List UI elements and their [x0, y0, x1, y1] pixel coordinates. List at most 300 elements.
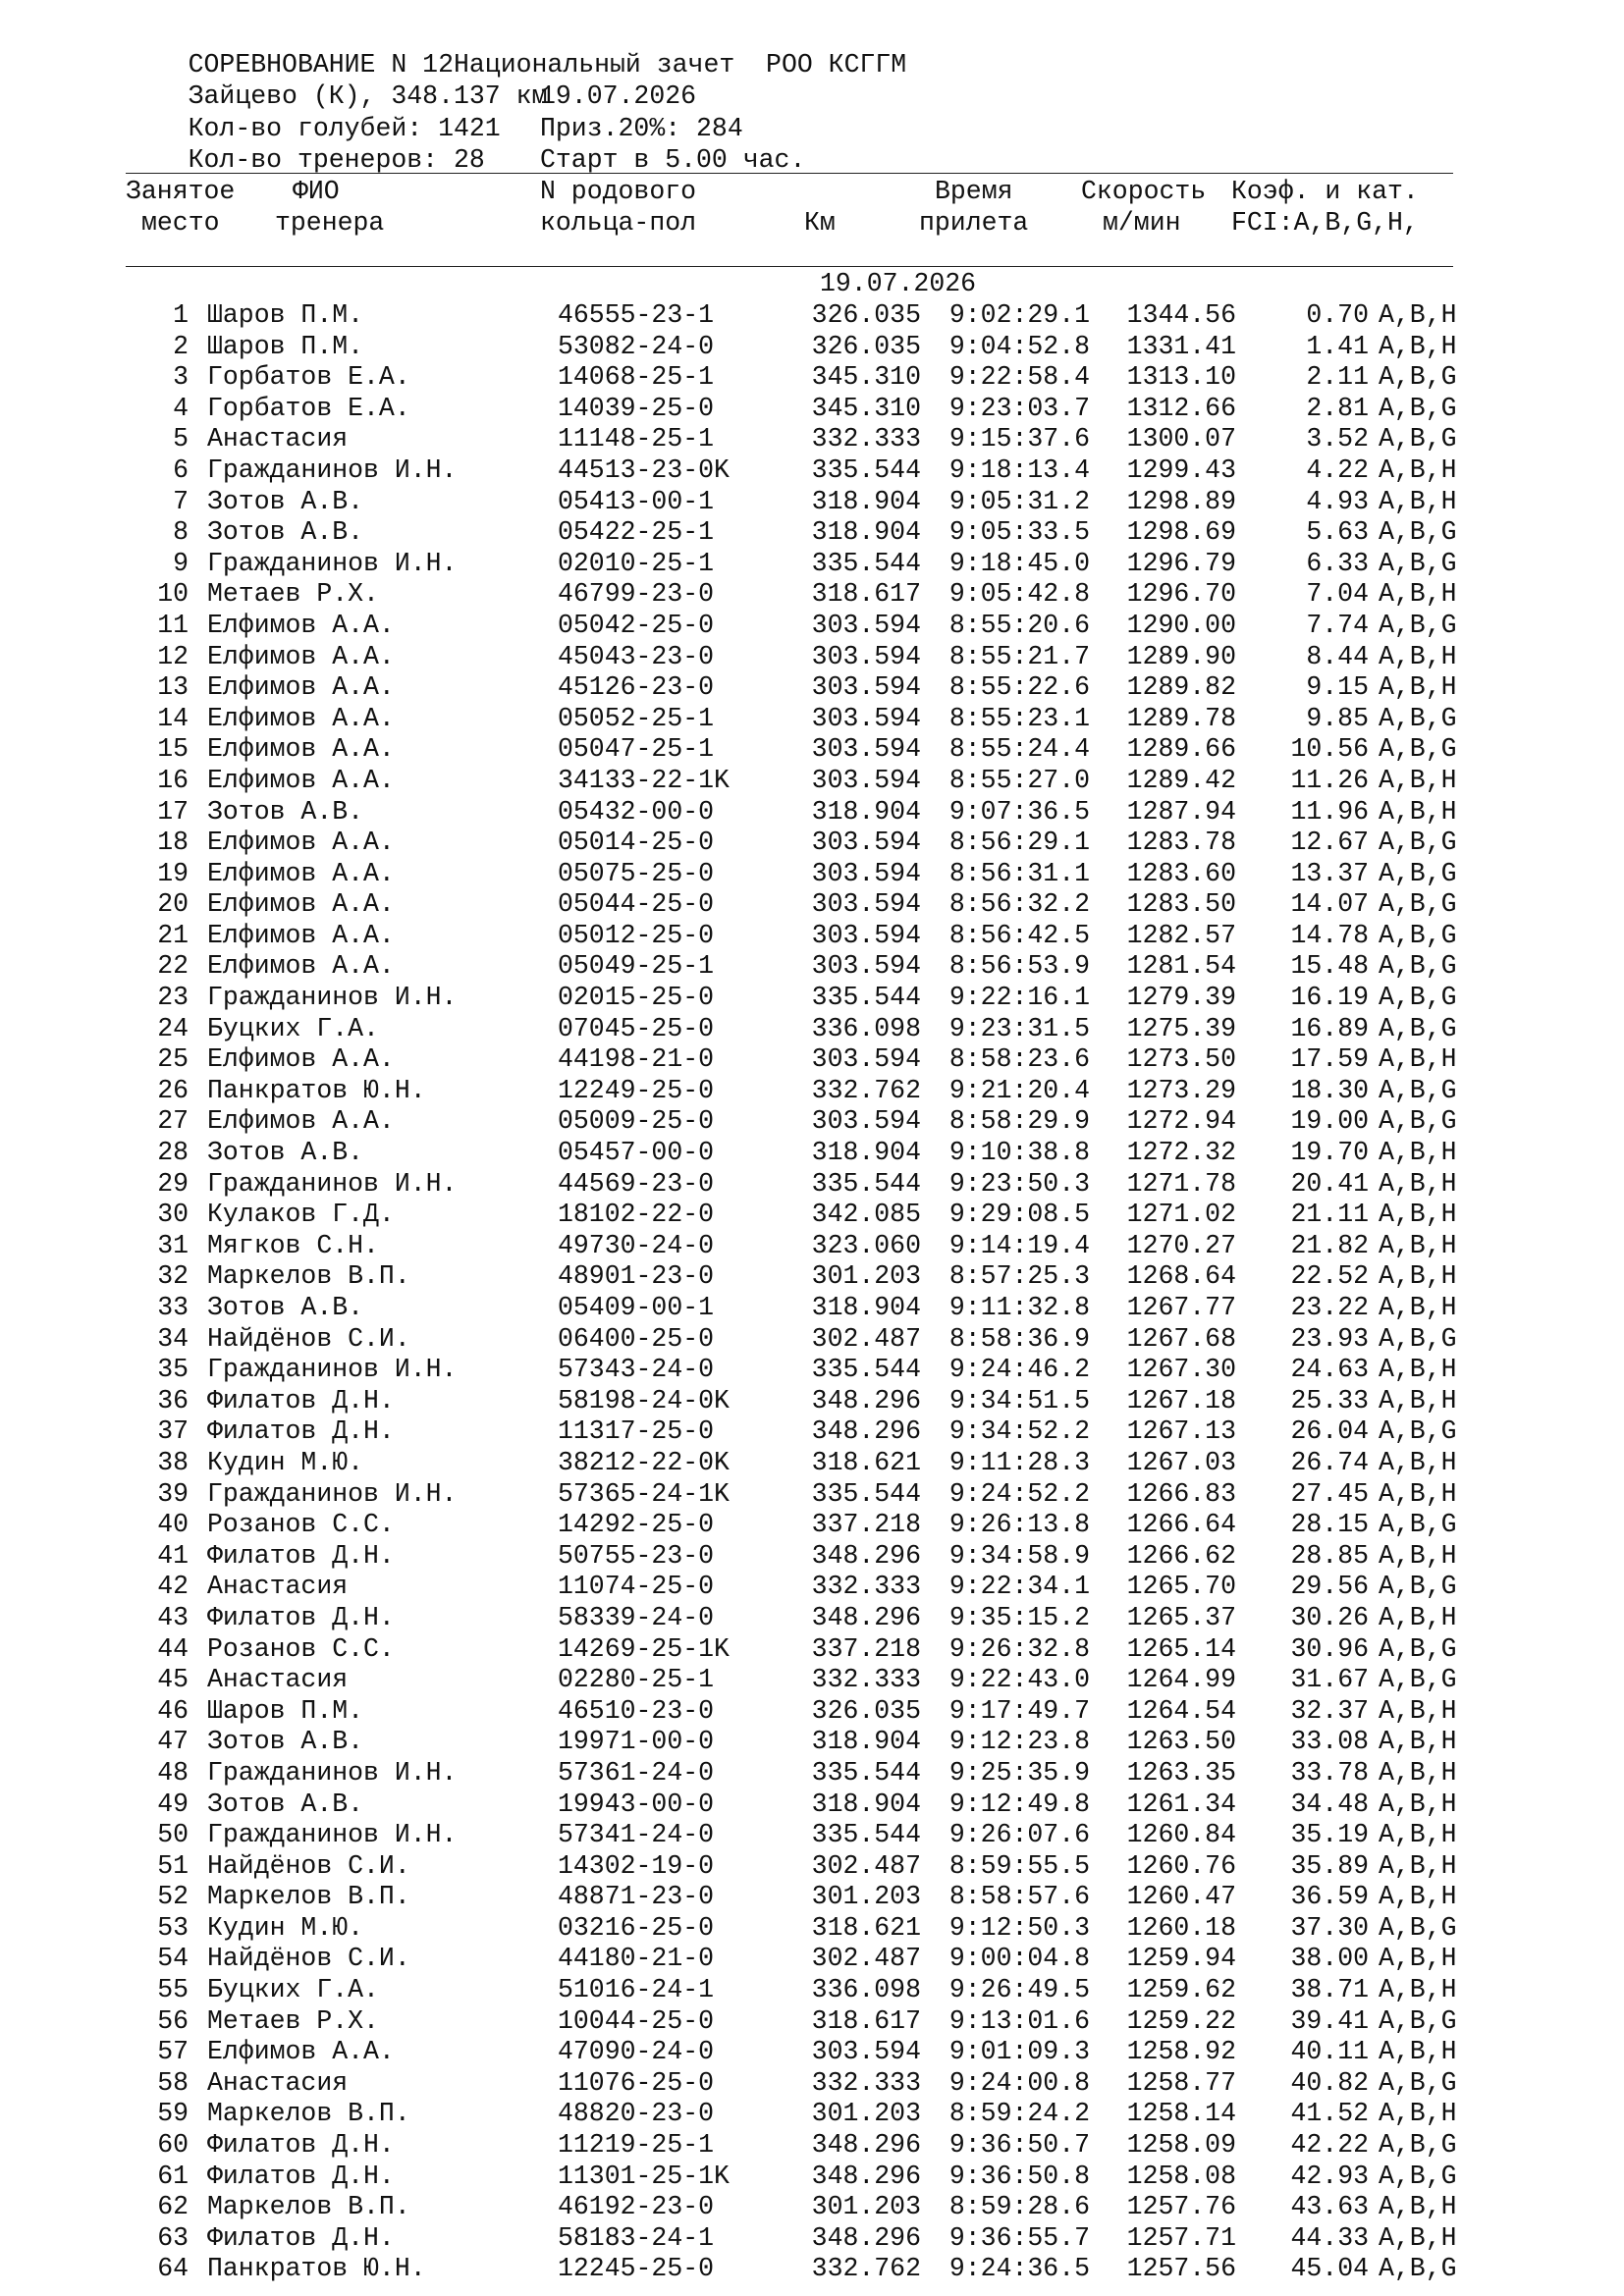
ring-number-cell: 19943-00-0: [558, 1789, 715, 1819]
coefficient-cell: 17.59: [1290, 1044, 1369, 1075]
arrival-time-cell: 9:14:19.4: [948, 1230, 1090, 1260]
table-row: [126, 797, 1461, 828]
speed-cell: 1260.18: [1126, 1912, 1236, 1943]
distance-cell: 318.617: [811, 2005, 921, 2036]
arrival-time-cell: 9:24:00.8: [948, 2067, 1090, 2098]
coefficient-cell: 20.41: [1290, 1168, 1369, 1199]
speed-cell: 1298.89: [1126, 486, 1236, 516]
ring-number-cell: 46799-23-0: [558, 579, 715, 610]
coefficient-cell: 15.48: [1290, 951, 1369, 982]
coefficient-cell: 42.93: [1290, 2161, 1369, 2191]
header-rule-bottom: [126, 266, 1453, 267]
distance-cell: 335.544: [811, 1168, 921, 1199]
distance-cell: 301.203: [811, 2099, 921, 2129]
trainer-name-cell: Найдёнов С.И.: [207, 1944, 410, 1974]
distance-cell: 318.904: [811, 1727, 921, 1757]
speed-cell: 1299.43: [1126, 454, 1236, 485]
coefficient-cell: 32.37: [1290, 1695, 1369, 1726]
distance-cell: 348.296: [811, 1416, 921, 1447]
table-row: [126, 1448, 1461, 1479]
place-cell: 42: [157, 1572, 189, 1602]
place-cell: 54: [157, 1944, 189, 1974]
speed-cell: 1272.94: [1126, 1106, 1236, 1137]
place-cell: 9: [173, 548, 189, 578]
ring-number-cell: 38212-22-0K: [558, 1447, 730, 1477]
ring-number-cell: 05012-25-0: [558, 920, 715, 950]
table-row: [126, 549, 1461, 580]
ring-number-cell: 46555-23-1: [558, 300, 715, 330]
trainer-name-cell: Зотов А.В.: [207, 796, 364, 827]
distance-cell: 323.060: [811, 1230, 921, 1260]
table-row: [126, 1665, 1461, 1696]
place-cell: 39: [157, 1478, 189, 1509]
ring-number-cell: 05432-00-0: [558, 796, 715, 827]
category-cell: A,B,G: [1379, 548, 1457, 578]
arrival-time-cell: 8:56:32.2: [948, 889, 1090, 920]
trainer-name-cell: Буцких Г.А.: [207, 1975, 379, 2005]
table-row: [126, 2068, 1461, 2100]
ring-number-cell: 02015-25-0: [558, 983, 715, 1013]
place-cell: 45: [157, 1665, 189, 1695]
trainer-name-cell: Елфимов А.А.: [207, 672, 395, 703]
trainer-name-cell: Анастасия: [207, 2067, 349, 2098]
coefficient-cell: 30.26: [1290, 1602, 1369, 1632]
table-row: [126, 1231, 1461, 1262]
coefficient-cell: 6.33: [1306, 548, 1369, 578]
coefficient-cell: 19.70: [1290, 1138, 1369, 1168]
table-row: [126, 1416, 1461, 1448]
place-cell: 57: [157, 2037, 189, 2067]
ring-number-cell: 07045-25-0: [558, 1013, 715, 1043]
distance-cell: 303.594: [811, 2037, 921, 2067]
coefficient-cell: 18.30: [1290, 1075, 1369, 1105]
arrival-time-cell: 8:55:24.4: [948, 734, 1090, 765]
speed-cell: 1259.22: [1126, 2005, 1236, 2036]
speed-cell: 1287.94: [1126, 796, 1236, 827]
arrival-time-cell: 9:02:29.1: [948, 300, 1090, 330]
coefficient-cell: 1.41: [1306, 331, 1369, 361]
arrival-time-cell: 9:36:55.7: [948, 2222, 1090, 2253]
arrival-time-cell: 9:25:35.9: [948, 1757, 1090, 1788]
place-cell: 59: [157, 2099, 189, 2129]
coefficient-cell: 14.07: [1290, 889, 1369, 920]
category-cell: A,B,G: [1379, 1416, 1457, 1447]
place-cell: 6: [173, 454, 189, 485]
table-row: [126, 734, 1461, 766]
ring-number-cell: 05042-25-0: [558, 610, 715, 640]
place-cell: 18: [157, 828, 189, 858]
coefficient-cell: 33.08: [1290, 1727, 1369, 1757]
ring-number-cell: 57343-24-0: [558, 1355, 715, 1385]
distance-cell: 318.904: [811, 486, 921, 516]
place-cell: 63: [157, 2222, 189, 2253]
distance-cell: 348.296: [811, 2161, 921, 2191]
arrival-time-cell: 8:55:27.0: [948, 765, 1090, 795]
distance-cell: 335.544: [811, 1820, 921, 1850]
place-cell: 52: [157, 1882, 189, 1912]
category-cell: A,B,G: [1379, 1323, 1457, 1354]
ring-number-cell: 12249-25-0: [558, 1075, 715, 1105]
category-cell: A,B,G: [1379, 1665, 1457, 1695]
place-cell: 46: [157, 1695, 189, 1726]
table-row: [126, 1076, 1461, 1107]
arrival-time-cell: 9:12:23.8: [948, 1727, 1090, 1757]
place-cell: 24: [157, 1013, 189, 1043]
competition-subtitle: Национальный зачет РОО КСГГМ: [454, 50, 907, 80]
trainer-name-cell: Филатов Д.Н.: [207, 1416, 395, 1447]
category-cell: A,B,G: [1379, 2161, 1457, 2191]
place-cell: 51: [157, 1850, 189, 1881]
trainer-name-cell: Филатов Д.Н.: [207, 2161, 395, 2191]
coefficient-cell: 26.74: [1290, 1447, 1369, 1477]
speed-cell: 1290.00: [1126, 610, 1236, 640]
place-cell: 11: [157, 610, 189, 640]
category-cell: A,B,H: [1379, 1293, 1457, 1322]
ring-number-cell: 53082-24-0: [558, 331, 715, 361]
ring-number-cell: 58198-24-0K: [558, 1385, 730, 1415]
distance-cell: 336.098: [811, 1975, 921, 2005]
header-rule-top: [126, 173, 1453, 174]
place-cell: 32: [157, 1261, 189, 1292]
ring-number-cell: 02280-25-1: [558, 1665, 715, 1695]
table-row: [126, 1758, 1461, 1789]
arrival-time-cell: 9:22:43.0: [948, 1665, 1090, 1695]
arrival-time-cell: 8:56:29.1: [948, 828, 1090, 858]
distance-cell: 303.594: [811, 672, 921, 703]
coefficient-cell: 23.22: [1290, 1293, 1369, 1322]
trainer-name-cell: Филатов Д.Н.: [207, 1385, 395, 1415]
place-cell: 61: [157, 2161, 189, 2191]
place-cell: 12: [157, 641, 189, 671]
trainer-name-cell: Зотов А.В.: [207, 1293, 364, 1322]
trainer-name-cell: Филатов Д.Н.: [207, 1540, 395, 1571]
table-row: [126, 579, 1461, 611]
distance-cell: 318.904: [811, 517, 921, 548]
ring-number-cell: 05009-25-0: [558, 1106, 715, 1137]
table-row: [126, 394, 1461, 425]
coefficient-cell: 22.52: [1290, 1261, 1369, 1292]
distance-cell: 342.085: [811, 1200, 921, 1230]
ring-number-cell: 44198-21-0: [558, 1044, 715, 1075]
distance-cell: 318.904: [811, 1789, 921, 1819]
place-cell: 23: [157, 983, 189, 1013]
trainer-name-cell: Маркелов В.П.: [207, 2099, 410, 2129]
distance-cell: 335.544: [811, 454, 921, 485]
table-row: [126, 1882, 1461, 1913]
speed-cell: 1266.83: [1126, 1478, 1236, 1509]
coefficient-cell: 26.04: [1290, 1416, 1369, 1447]
speed-cell: 1267.30: [1126, 1355, 1236, 1385]
coefficient-cell: 40.82: [1290, 2067, 1369, 2098]
trainer-name-cell: Мягков С.Н.: [207, 1230, 379, 1260]
distance-cell: 336.098: [811, 1013, 921, 1043]
speed-cell: 1313.10: [1126, 362, 1236, 393]
category-cell: A,B,H: [1379, 765, 1457, 795]
arrival-time-cell: 9:35:15.2: [948, 1602, 1090, 1632]
table-row: [126, 1696, 1461, 1728]
category-cell: A,B,H: [1379, 1602, 1457, 1632]
category-cell: A,B,G: [1379, 1075, 1457, 1105]
distance-cell: 348.296: [811, 1540, 921, 1571]
category-cell: A,B,H: [1379, 1727, 1457, 1757]
trainer-name-cell: Маркелов В.П.: [207, 2192, 410, 2222]
distance-cell: 303.594: [811, 734, 921, 765]
ring-number-cell: 58339-24-0: [558, 1602, 715, 1632]
trainer-name-cell: Филатов Д.Н.: [207, 2130, 395, 2161]
trainer-name-cell: Анастасия: [207, 1572, 349, 1602]
ring-number-cell: 05044-25-0: [558, 889, 715, 920]
col-km: Км: [804, 208, 836, 238]
trainer-name-cell: Маркелов В.П.: [207, 1261, 410, 1292]
trainer-name-cell: Розанов С.С.: [207, 1633, 395, 1664]
place-cell: 50: [157, 1820, 189, 1850]
table-row: [126, 1820, 1461, 1851]
arrival-time-cell: 9:23:31.5: [948, 1013, 1090, 1043]
coefficient-cell: 16.19: [1290, 983, 1369, 1013]
ring-number-cell: 02010-25-1: [558, 548, 715, 578]
trainer-name-cell: Горбатов Е.А.: [207, 393, 410, 423]
table-row: [126, 1014, 1461, 1045]
coefficient-cell: 9.85: [1306, 703, 1369, 733]
distance-cell: 303.594: [811, 828, 921, 858]
place-cell: 3: [173, 362, 189, 393]
distance-cell: 318.904: [811, 1138, 921, 1168]
arrival-time-cell: 9:01:09.3: [948, 2037, 1090, 2067]
category-cell: A,B,G: [1379, 858, 1457, 888]
table-row: [126, 983, 1461, 1014]
col-place-1: Занятое: [126, 177, 236, 206]
place-cell: 38: [157, 1447, 189, 1477]
place-cell: 4: [173, 393, 189, 423]
category-cell: A,B,H: [1379, 2099, 1457, 2129]
trainer-name-cell: Елфимов А.А.: [207, 734, 395, 765]
speed-cell: 1258.77: [1126, 2067, 1236, 2098]
category-cell: A,B,H: [1379, 1168, 1457, 1199]
place-cell: 58: [157, 2067, 189, 2098]
category-cell: A,B,H: [1379, 1385, 1457, 1415]
trainer-name-cell: Елфимов А.А.: [207, 765, 395, 795]
trainer-name-cell: Розанов С.С.: [207, 1510, 395, 1540]
table-row: [126, 1355, 1461, 1386]
ring-number-cell: 34133-22-1K: [558, 765, 730, 795]
speed-cell: 1267.13: [1126, 1416, 1236, 1447]
speed-cell: 1289.82: [1126, 672, 1236, 703]
place-cell: 5: [173, 424, 189, 454]
distance-cell: 302.487: [811, 1323, 921, 1354]
trainer-name-cell: Гражданинов И.Н.: [207, 1355, 458, 1385]
ring-number-cell: 05413-00-1: [558, 486, 715, 516]
coefficient-cell: 28.85: [1290, 1540, 1369, 1571]
table-row: [126, 1138, 1461, 1169]
speed-cell: 1275.39: [1126, 1013, 1236, 1043]
category-cell: A,B,H: [1379, 1975, 1457, 2005]
trainer-name-cell: Анастасия: [207, 424, 349, 454]
table-row: [126, 517, 1461, 549]
coefficient-cell: 7.74: [1306, 610, 1369, 640]
category-cell: A,B,H: [1379, 1850, 1457, 1881]
ring-number-cell: 50755-23-0: [558, 1540, 715, 1571]
arrival-time-cell: 8:55:22.6: [948, 672, 1090, 703]
speed-cell: 1281.54: [1126, 951, 1236, 982]
competition-date: 19.07.2026: [540, 81, 697, 112]
speed-cell: 1257.56: [1126, 2254, 1236, 2284]
speed-cell: 1264.99: [1126, 1665, 1236, 1695]
coefficient-cell: 28.15: [1290, 1510, 1369, 1540]
coefficient-cell: 35.89: [1290, 1850, 1369, 1881]
place-cell: 26: [157, 1075, 189, 1105]
coefficient-cell: 43.63: [1290, 2192, 1369, 2222]
table-row: [126, 1293, 1461, 1324]
prize-count: Приз.20%: 284: [540, 113, 743, 143]
table-row: [126, 611, 1461, 642]
place-cell: 41: [157, 1540, 189, 1571]
category-cell: A,B,G: [1379, 393, 1457, 423]
arrival-time-cell: 9:26:49.5: [948, 1975, 1090, 2005]
table-row: [126, 1913, 1461, 1945]
arrival-time-cell: 9:11:32.8: [948, 1293, 1090, 1322]
category-cell: A,B,H: [1379, 1540, 1457, 1571]
distance-cell: 303.594: [811, 889, 921, 920]
coefficient-cell: 38.71: [1290, 1975, 1369, 2005]
trainer-name-cell: Филатов Д.Н.: [207, 1602, 395, 1632]
coefficient-cell: 36.59: [1290, 1882, 1369, 1912]
ring-number-cell: 12245-25-0: [558, 2254, 715, 2284]
category-cell: A,B,G: [1379, 1912, 1457, 1943]
table-row: [126, 889, 1461, 921]
table-row: [126, 1727, 1461, 1758]
arrival-time-cell: 9:23:50.3: [948, 1168, 1090, 1199]
arrival-time-cell: 9:10:38.8: [948, 1138, 1090, 1168]
speed-cell: 1273.29: [1126, 1075, 1236, 1105]
ring-number-cell: 06400-25-0: [558, 1323, 715, 1354]
arrival-time-cell: 9:36:50.7: [948, 2130, 1090, 2161]
speed-cell: 1261.34: [1126, 1789, 1236, 1819]
ring-number-cell: 05075-25-0: [558, 858, 715, 888]
place-cell: 17: [157, 796, 189, 827]
coefficient-cell: 23.93: [1290, 1323, 1369, 1354]
trainer-name-cell: Елфимов А.А.: [207, 1106, 395, 1137]
table-row: [126, 2223, 1461, 2255]
trainer-name-cell: Шаров П.М.: [207, 331, 364, 361]
place-cell: 48: [157, 1757, 189, 1788]
trainer-name-cell: Елфимов А.А.: [207, 858, 395, 888]
distance-cell: 345.310: [811, 393, 921, 423]
ring-number-cell: 05047-25-1: [558, 734, 715, 765]
speed-cell: 1272.32: [1126, 1138, 1236, 1168]
trainer-name-cell: Елфимов А.А.: [207, 703, 395, 733]
table-row: [126, 1386, 1461, 1417]
speed-cell: 1259.62: [1126, 1975, 1236, 2005]
speed-cell: 1258.08: [1126, 2161, 1236, 2191]
coefficient-cell: 24.63: [1290, 1355, 1369, 1385]
coefficient-cell: 4.93: [1306, 486, 1369, 516]
speed-cell: 1289.66: [1126, 734, 1236, 765]
distance-cell: 348.296: [811, 1385, 921, 1415]
coefficient-cell: 25.33: [1290, 1385, 1369, 1415]
col-time-2: прилета: [919, 208, 1029, 238]
release-location: Зайцево (К), 348.137 км: [188, 81, 548, 112]
arrival-time-cell: 8:58:36.9: [948, 1323, 1090, 1354]
place-cell: 47: [157, 1727, 189, 1757]
place-cell: 34: [157, 1323, 189, 1354]
distance-cell: 303.594: [811, 610, 921, 640]
speed-cell: 1279.39: [1126, 983, 1236, 1013]
distance-cell: 302.487: [811, 1850, 921, 1881]
category-cell: A,B,G: [1379, 983, 1457, 1013]
ring-number-cell: 11076-25-0: [558, 2067, 715, 2098]
place-cell: 49: [157, 1789, 189, 1819]
place-cell: 8: [173, 517, 189, 548]
coefficient-cell: 38.00: [1290, 1944, 1369, 1974]
distance-cell: 332.762: [811, 2254, 921, 2284]
speed-cell: 1263.50: [1126, 1727, 1236, 1757]
place-cell: 1: [173, 300, 189, 330]
ring-number-cell: 44513-23-0K: [558, 454, 730, 485]
distance-cell: 303.594: [811, 1106, 921, 1137]
col-name-1: ФИО: [293, 177, 340, 206]
arrival-time-cell: 9:24:46.2: [948, 1355, 1090, 1385]
trainer-name-cell: Панкратов Ю.Н.: [207, 1075, 426, 1105]
table-row: [126, 2130, 1461, 2162]
coefficient-cell: 37.30: [1290, 1912, 1369, 1943]
trainer-name-cell: Елфимов А.А.: [207, 828, 395, 858]
category-cell: A,B,H: [1379, 1757, 1457, 1788]
coefficient-cell: 33.78: [1290, 1757, 1369, 1788]
speed-cell: 1289.90: [1126, 641, 1236, 671]
category-cell: A,B,H: [1379, 1820, 1457, 1850]
coefficient-cell: 11.96: [1290, 796, 1369, 827]
category-cell: A,B,H: [1379, 1230, 1457, 1260]
arrival-time-cell: 9:05:31.2: [948, 486, 1090, 516]
distance-cell: 318.904: [811, 796, 921, 827]
category-cell: A,B,H: [1379, 1138, 1457, 1168]
distance-cell: 348.296: [811, 1602, 921, 1632]
arrival-time-cell: 9:05:33.5: [948, 517, 1090, 548]
trainer-name-cell: Филатов Д.Н.: [207, 2222, 395, 2253]
place-cell: 19: [157, 858, 189, 888]
table-row: [126, 1261, 1461, 1293]
category-cell: A,B,G: [1379, 424, 1457, 454]
table-row: [126, 2099, 1461, 2130]
ring-number-cell: 57365-24-1K: [558, 1478, 730, 1509]
trainer-name-cell: Гражданинов И.Н.: [207, 1168, 458, 1199]
category-cell: A,B,G: [1379, 2067, 1457, 2098]
ring-number-cell: 45126-23-0: [558, 672, 715, 703]
table-row: [126, 1572, 1461, 1603]
coefficient-cell: 10.56: [1290, 734, 1369, 765]
table-row: [126, 1634, 1461, 1666]
coefficient-cell: 3.52: [1306, 424, 1369, 454]
category-cell: A,B,G: [1379, 517, 1457, 548]
ring-number-cell: 46510-23-0: [558, 1695, 715, 1726]
coefficient-cell: 45.04: [1290, 2254, 1369, 2284]
ring-number-cell: 11148-25-1: [558, 424, 715, 454]
table-row: [126, 2037, 1461, 2068]
category-cell: A,B,H: [1379, 1044, 1457, 1075]
table-row: [126, 1324, 1461, 1356]
ring-number-cell: 11219-25-1: [558, 2130, 715, 2161]
coefficient-cell: 12.67: [1290, 828, 1369, 858]
speed-cell: 1266.62: [1126, 1540, 1236, 1571]
table-row: [126, 1510, 1461, 1541]
header-line-1: [126, 18, 1461, 80]
col-speed-1: Скорость: [1081, 177, 1207, 206]
coefficient-cell: 14.78: [1290, 920, 1369, 950]
arrival-time-cell: 9:29:08.5: [948, 1200, 1090, 1230]
ring-number-cell: 05409-00-1: [558, 1293, 715, 1322]
distance-cell: 318.904: [811, 1293, 921, 1322]
distance-cell: 301.203: [811, 1882, 921, 1912]
